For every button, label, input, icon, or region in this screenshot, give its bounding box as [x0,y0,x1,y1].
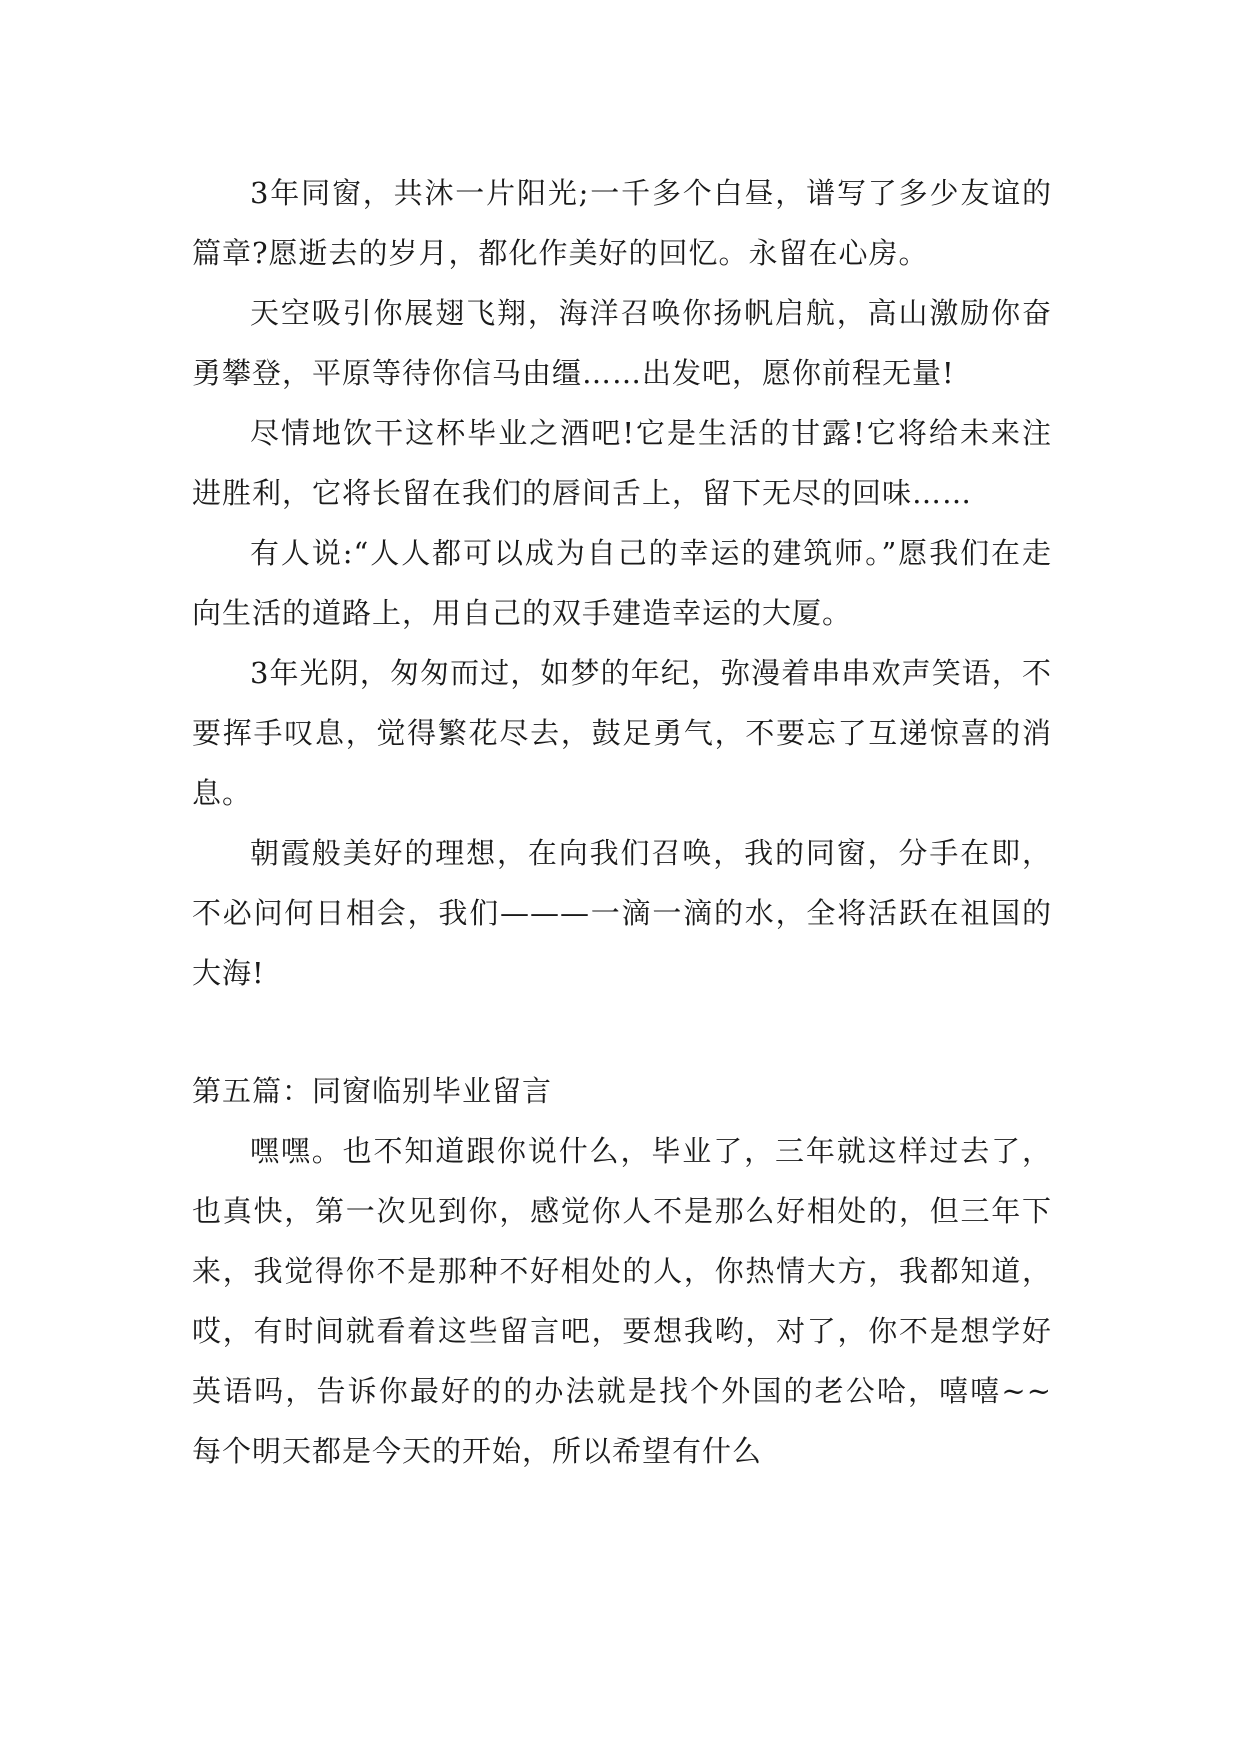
paragraph-5: 3年光阴，匆匆而过，如梦的年纪，弥漫着串串欢声笑语，不要挥手叹息，觉得繁花尽去，鼓足勇气，不要忘了互递惊喜的消息。 [192,656,1052,810]
paragraph-3: 尽情地饮干这杯毕业之酒吧!它是生活的甘露!它将给未来注进胜利，它将长留在我们的唇间舌上，留下无尽的回味…… [192,416,1052,510]
paragraph-6: 朝霞般美好的理想，在向我们召唤，我的同窗，分手在即，不必问何日相会，我们———一滴一滴的水，全将活跃在祖国的大海! [192,836,1052,990]
paragraph-7: 嘿嘿。也不知道跟你说什么，毕业了，三年就这样过去了，也真快，第一次见到你，感觉你人不是那么好相处的，但三年下来，我觉得你不是那种不好相处的人，你热情大方，我都知道，哎，有时间就看着这些留言吧，要想我哟，对了，你不是想学好英语吗，告诉你最好的的办法就是找个外国的老公哈，嘻嘻~~每个明天都是今天的开始，所以希望有什么 [192,1134,1052,1468]
paragraph-1: 3年同窗，共沐一片阳光;一千多个白昼，谱写了多少友谊的篇章?愿逝去的岁月，都化作美好的回忆。永留在心房。 [192,176,1052,270]
document-body [192,163,1052,1481]
section-title: 第五篇：同窗临别毕业留言 [192,1074,553,1108]
paragraph-2: 天空吸引你展翅飞翔，海洋召唤你扬帆启航，高山激励你奋勇攀登，平原等待你信马由缰……出发吧，愿你前程无量! [192,296,1052,390]
paragraph-4: 有人说:“人人都可以成为自己的幸运的建筑师。”愿我们在走向生活的道路上，用自己的双手建造幸运的大厦。 [192,536,1052,630]
